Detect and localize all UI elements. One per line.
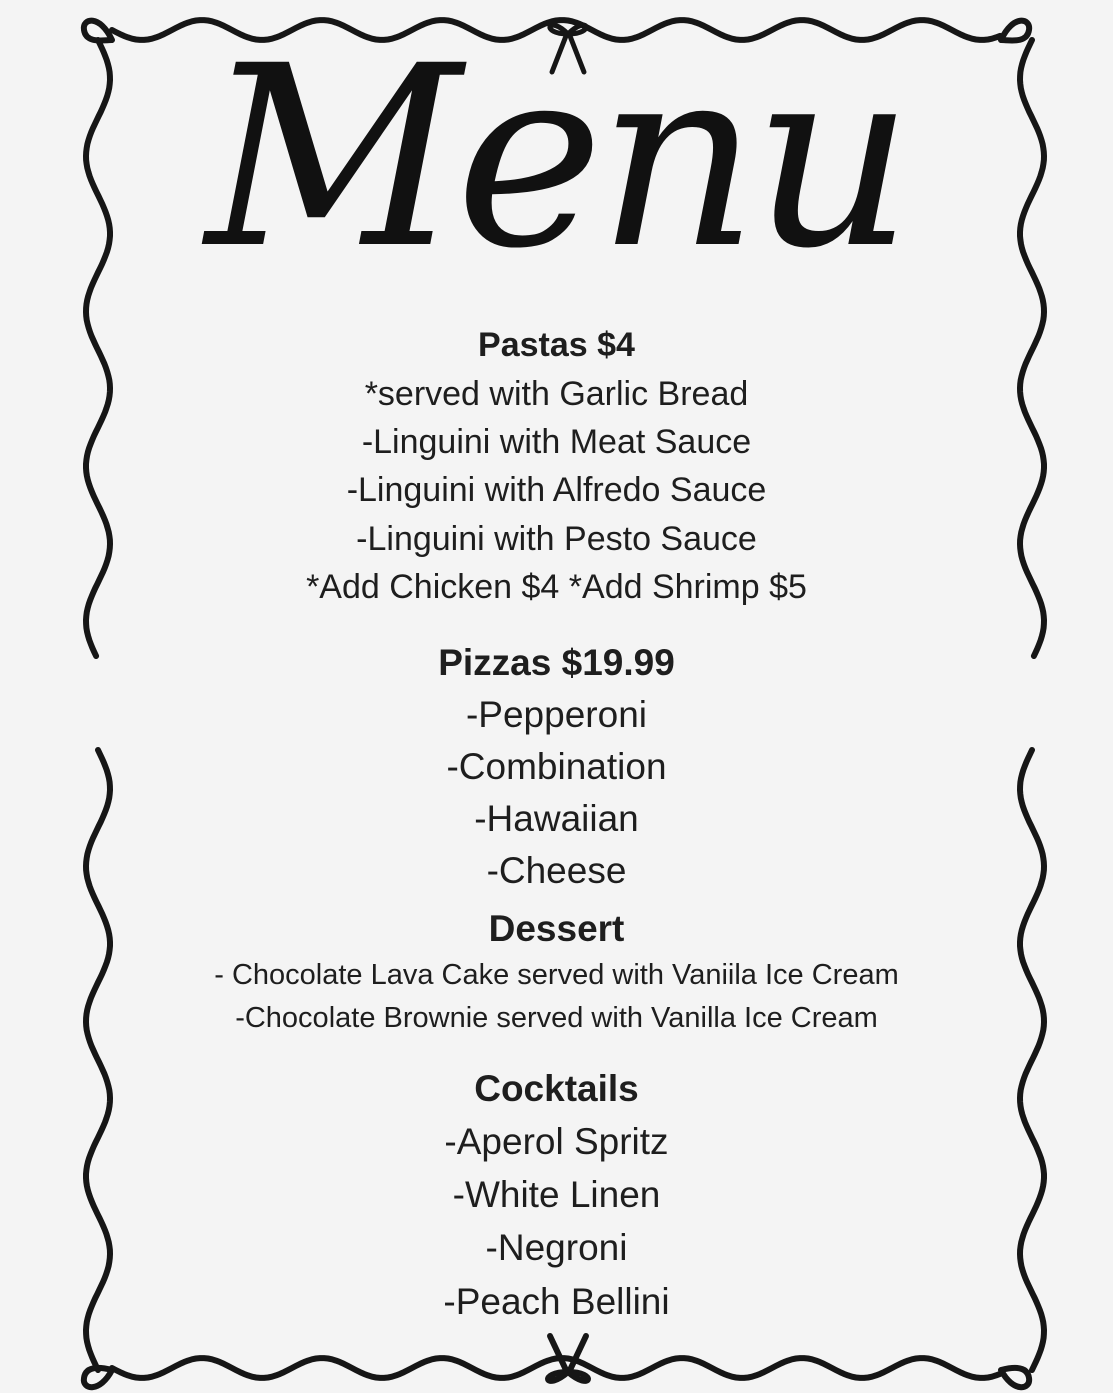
right-border-wave-lower <box>1020 750 1044 1370</box>
pastas-heading: Pastas $4 <box>478 326 635 364</box>
cocktails-item: -White Linen <box>452 1174 661 1215</box>
dessert-heading: Dessert <box>488 908 625 949</box>
dessert-item: - Chocolate Lava Cake served with Vaniila Ice Cream <box>214 959 899 991</box>
pizzas-item: -Combination <box>446 746 667 787</box>
corner-curl-bottom-right <box>1001 1368 1029 1387</box>
dessert-item: -Chocolate Brownie served with Vanilla Ice Cream <box>235 1002 878 1034</box>
menu-title: Menu <box>205 12 908 303</box>
pastas-item: -Linguini with Meat Sauce <box>361 423 752 461</box>
cocktails-heading: Cocktails <box>474 1068 639 1109</box>
pizzas-item: -Pepperoni <box>465 694 647 735</box>
cocktails-item: -Aperol Spritz <box>444 1121 669 1162</box>
pastas-item: -Linguini with Pesto Sauce <box>356 520 757 558</box>
pastas-item: -Linguini with Alfredo Sauce <box>346 471 767 509</box>
cocktails-item: -Peach Bellini <box>443 1281 670 1322</box>
pastas-add-ons: *Add Chicken $4 *Add Shrimp $5 <box>306 568 807 606</box>
pizzas-item: -Hawaiian <box>474 798 639 839</box>
pastas-item: *served with Garlic Bread <box>364 375 749 413</box>
pizzas-heading: Pizzas $19.99 <box>438 642 675 683</box>
corner-curl-bottom-left <box>84 1368 112 1387</box>
pizzas-item: -Cheese <box>486 850 627 891</box>
left-border-wave-lower <box>86 750 110 1370</box>
cocktails-item: -Negroni <box>485 1227 628 1268</box>
